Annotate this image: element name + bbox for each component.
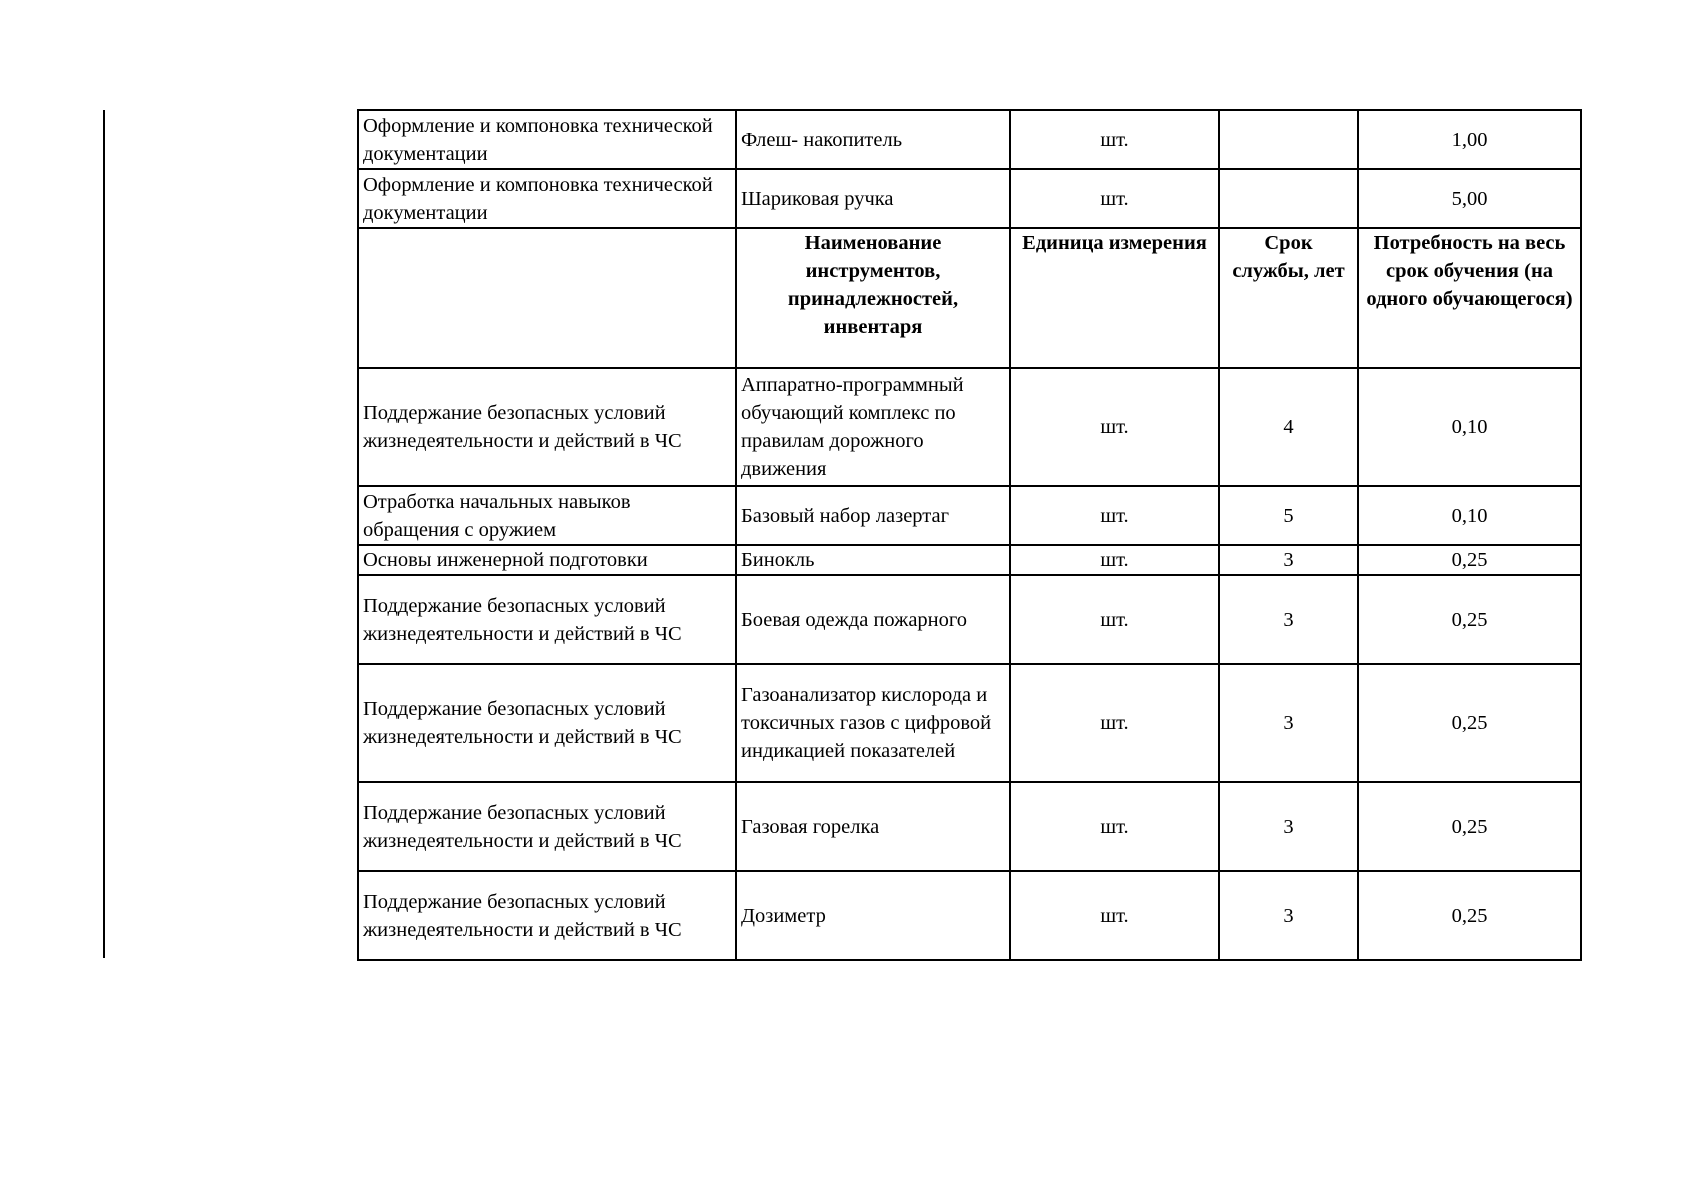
service-life-cell: 3 — [1219, 782, 1358, 871]
discipline-cell: Поддержание безопасных условий жизнедеятельности и действий в ЧС — [358, 368, 736, 486]
discipline-cell: Основы инженерной подготовки — [358, 545, 736, 575]
unit-cell: шт. — [1010, 110, 1219, 169]
header-cell-item: Наименование инструментов, принадлежностей, инвентаря — [736, 228, 1010, 368]
table-row — [358, 871, 1581, 960]
need-cell: 1,00 — [1358, 110, 1581, 169]
service-life-cell: 3 — [1219, 871, 1358, 960]
service-life-cell: 3 — [1219, 664, 1358, 782]
item-cell: Дозиметр — [736, 871, 1010, 960]
unit-cell: шт. — [1010, 169, 1219, 228]
service-life-cell: 4 — [1219, 368, 1358, 486]
table-header-row — [358, 228, 1581, 368]
item-cell: Флеш- накопитель — [736, 110, 1010, 169]
table-row — [358, 486, 1581, 545]
need-cell: 5,00 — [1358, 169, 1581, 228]
table-row — [358, 169, 1581, 228]
item-cell: Боевая одежда пожарного — [736, 575, 1010, 664]
item-cell: Газовая горелка — [736, 782, 1010, 871]
need-cell: 0,25 — [1358, 575, 1581, 664]
table-row — [358, 664, 1581, 782]
unit-cell: шт. — [1010, 664, 1219, 782]
table-row — [358, 575, 1581, 664]
discipline-cell: Поддержание безопасных условий жизнедеятельности и действий в ЧС — [358, 782, 736, 871]
need-cell: 0,10 — [1358, 486, 1581, 545]
unit-cell: шт. — [1010, 368, 1219, 486]
table-row — [358, 782, 1581, 871]
item-cell: Бинокль — [736, 545, 1010, 575]
discipline-cell: Поддержание безопасных условий жизнедеятельности и действий в ЧС — [358, 575, 736, 664]
need-cell: 0,25 — [1358, 664, 1581, 782]
need-cell: 0,25 — [1358, 782, 1581, 871]
unit-cell: шт. — [1010, 545, 1219, 575]
item-cell: Аппаратно-программный обучающий комплекс по правилам дорожного движения — [736, 368, 1010, 486]
page-margin-line — [103, 110, 105, 958]
need-cell: 0,25 — [1358, 545, 1581, 575]
unit-cell: шт. — [1010, 782, 1219, 871]
discipline-cell: Отработка начальных навыков обращения с оружием — [358, 486, 736, 545]
table-row — [358, 110, 1581, 169]
discipline-cell: Оформление и компоновка технической документации — [358, 110, 736, 169]
service-life-cell: 5 — [1219, 486, 1358, 545]
header-cell-unit: Единица измерения — [1010, 228, 1219, 368]
need-cell: 0,10 — [1358, 368, 1581, 486]
service-life-cell: 3 — [1219, 575, 1358, 664]
item-cell: Шариковая ручка — [736, 169, 1010, 228]
need-cell: 0,25 — [1358, 871, 1581, 960]
discipline-cell: Оформление и компоновка технической документации — [358, 169, 736, 228]
table-row — [358, 368, 1581, 486]
service-life-cell — [1219, 169, 1358, 228]
item-cell: Базовый набор лазертаг — [736, 486, 1010, 545]
service-life-cell: 3 — [1219, 545, 1358, 575]
header-cell-need: Потребность на весь срок обучения (на одного обучающегося) — [1358, 228, 1581, 368]
discipline-cell: Поддержание безопасных условий жизнедеятельности и действий в ЧС — [358, 664, 736, 782]
service-life-cell — [1219, 110, 1358, 169]
unit-cell: шт. — [1010, 486, 1219, 545]
equipment-table — [357, 109, 1582, 961]
header-cell-discipline — [358, 228, 736, 368]
item-cell: Газоанализатор кислорода и токсичных газов с цифровой индикацией показателей — [736, 664, 1010, 782]
discipline-cell: Поддержание безопасных условий жизнедеятельности и действий в ЧС — [358, 871, 736, 960]
table-row — [358, 545, 1581, 575]
unit-cell: шт. — [1010, 871, 1219, 960]
header-cell-service-life: Срок службы, лет — [1219, 228, 1358, 368]
unit-cell: шт. — [1010, 575, 1219, 664]
